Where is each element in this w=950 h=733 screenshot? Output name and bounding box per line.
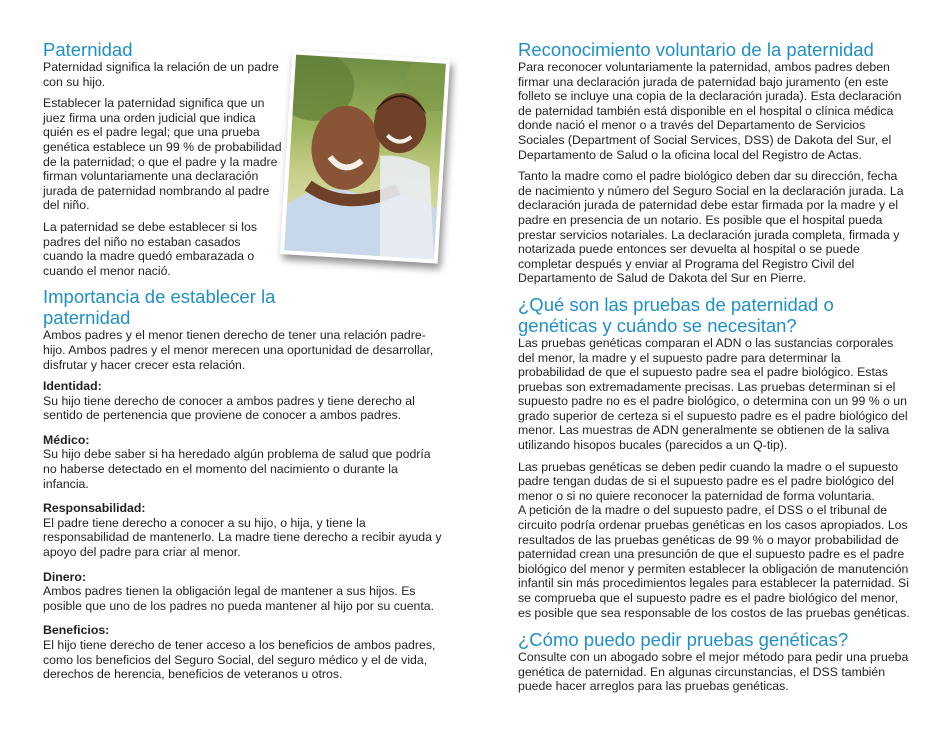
subheading-responsabilidad: Responsabilidad: [43, 501, 146, 516]
paragraph-identidad: Su hijo tiene derecho de conocer a ambos padres y tiene derecho al sentido de pertenencia que proviene de conocer a ambos padres. [43, 393, 415, 423]
heading-como: ¿Cómo puedo pedir pruebas genéticas? [518, 629, 849, 651]
paragraph-cuando-pedir: Las pruebas genéticas se deben pedir cuando la madre o el supuesto padre tengan dudas de si el supuesto padre es el padre biológico del menor o si no quiere reconocer la paternidad de forma voluntaria. [518, 459, 899, 503]
paragraph-declaracion: Tanto la madre como el padre biológico deben dar su dirección, fecha de nacimiento y número del Seguro Social en la declaración jurada. La declaración jurada de paternidad debe estar firmada por la madre y el padre en presencia de un notario. Es posible que el hospital pueda prestar servicios notariales. La declaración jurada completa, firmada y notarizada puede entonces ser devuelta al hospital o se puede completar después y enviar al Programa del Registro Civil del Departamento de Salud de Dakota del Sur en Pierre. [518, 169, 904, 286]
heading-pruebas: ¿Qué son las pruebas de paternidad o genéticas y cuándo se necesitan? [518, 293, 834, 336]
paragraph-cuando: La paternidad se debe establecer si los padres del niño no estaban casados cuando la madre quedó embarazada o cuando el menor nació. [43, 219, 257, 278]
heading-importancia: Importancia de establecer la paternidad [43, 286, 276, 329]
right-column [518, 36, 910, 694]
subheading-beneficios: Beneficios: [43, 623, 110, 638]
heading-paternidad: Paternidad [43, 39, 133, 60]
paragraph-dinero: Ambos padres tienen la obligación legal de mantener a sus hijos. Es posible que uno de los padres no pueda mantener al hijo por su cuenta. [43, 584, 435, 613]
paragraph-medico: Su hijo debe saber si ha heredado algún problema de salud que podría no haberse detectado en el momento del nacimiento o durante la infancia. [43, 447, 431, 491]
paragraph-pruebas: Las pruebas genéticas comparan el ADN o las sustancias corporales del menor, la madre y el supuesto padre para determinar la probabilidad de que el supuesto padre sea el padre biológico. Estas pruebas son extremadamente precisas. Las pruebas determinan si el supuesto padre no es el padre biológico, o determina con un 99 % o un grado superior de certeza si el supuesto padre es el padre biológico del menor. Las muestras de ADN generalmente se obtienen de la saliva utilizando hisopos bucales (parecidos a un Q-tip). [518, 335, 908, 453]
paragraph-beneficios: El hijo tiene derecho de tener acceso a los beneficios de ambos padres, como los beneficios del Seguro Social, del seguro médico y el de vida, derechos de herencia, beneficios de veteranos u otros. [43, 638, 436, 682]
paragraph-peticion: A petición de la madre o del supuesto padre, el DSS o el tribunal de circuito podría ordenar pruebas genéticas en los casos apropiados. Los resultados de las pruebas genéticas de 99 % o mayor probabilidad de paternidad crean una presunción de que el supuesto padre es el padre biológico del menor y permiten establecer la obligación de manutención infantil sin más procedimientos legales para establecer la paternidad. Si se comprueba que el supuesto padre es el padre biológico del menor, es posible que sea responsable de los costos de las pruebas genéticas. [518, 503, 910, 620]
heading-reconocimiento: Reconocimiento voluntario de la paternidad [518, 39, 874, 60]
paragraph-como: Consulte con un abogado sobre el mejor método para pedir una prueba genética de paternidad. En algunas circunstancias, el DSS también puede hacer arreglos para las pruebas genéticas. [518, 650, 909, 694]
subheading-medico: Médico: [43, 432, 90, 447]
paragraph-definicion: Paternidad significa la relación de un padre con su hijo. [43, 60, 279, 89]
paragraph-responsabilidad: El padre tiene derecho a conocer a su hijo, o hija, y tiene la responsabilidad de mantenerlo. La madre tiene derecho a recibir ayuda y apoyo del padre para criar al menor. [43, 515, 442, 560]
paragraph-importancia: Ambos padres y el menor tienen derecho de tener una relación padre-hijo. Ambos padres y el menor merecen una oportunidad de desarrollar, disfrutar y hacer crecer esta relación. [43, 328, 434, 372]
paragraph-reconocimiento: Para reconocer voluntariamente la paternidad, ambos padres deben firmar una declaración jurada de paternidad bajo juramento (en este folleto se incluye una copia de la declaración jurada). Esta declaración de paternidad también está disponible en el hospital o clínica médica donde nació el menor o a través del Departamento de Servicios Sociales (Department of Social Services, DSS) de Dakota del Sur, el Departamento de Salud o la oficina local del Registro de Actas. [518, 60, 902, 162]
left-column [43, 36, 443, 682]
paragraph-establecer: Establecer la paternidad significa que un juez firma una orden judicial que indica quién es el padre legal; que una prueba genética establece un 99 % de probabilidad de la paternidad; o que el padre y la madre firman voluntariamente una declaración jurada de paternidad nombrando al padre del niño. [43, 96, 282, 213]
subheading-dinero: Dinero: [43, 569, 87, 584]
subheading-identidad: Identidad: [43, 379, 102, 394]
